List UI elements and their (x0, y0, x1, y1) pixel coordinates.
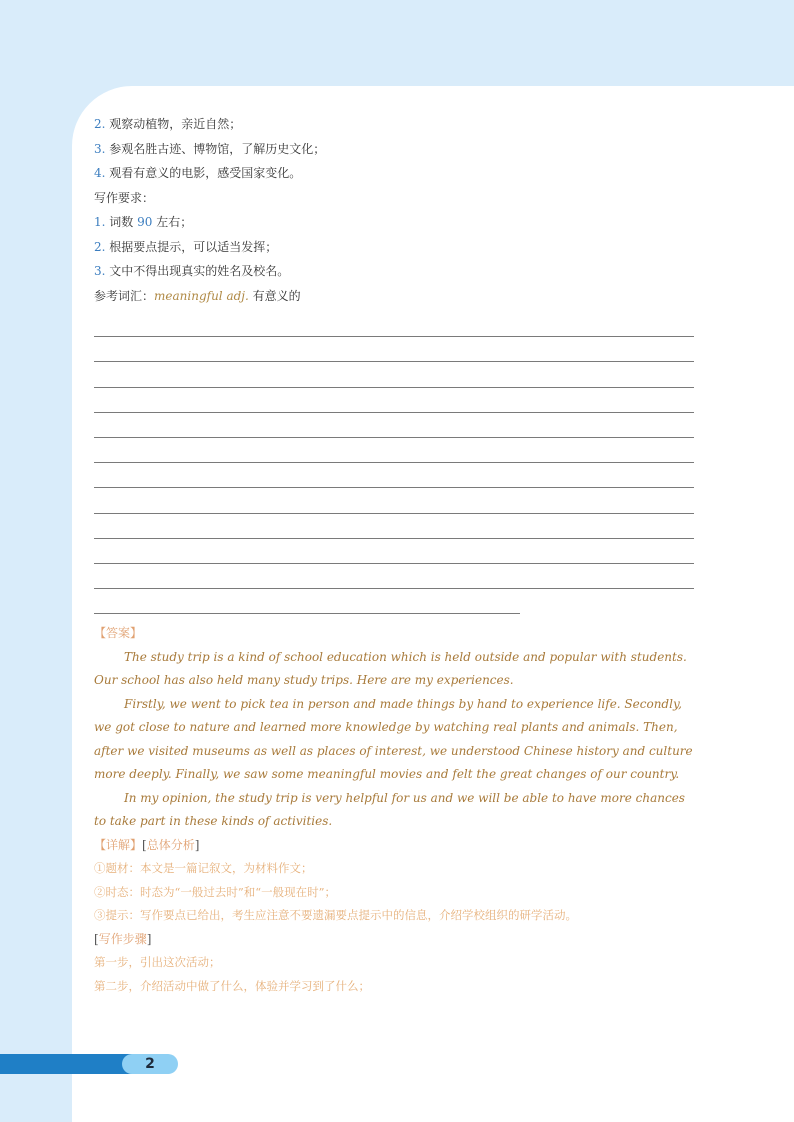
answer-paragraph: In my opinion, the study trip is very helpful for us and we will be able to have more chances to take part in these kinds of activities. (94, 790, 685, 829)
writing-rule: 3. 文中不得出现真实的姓名及校名。 (94, 264, 290, 278)
writing-rule: 2. 根据要点提示，可以适当发挥； (94, 239, 278, 254)
writing-rule-line (94, 312, 694, 337)
writing-rule-line (94, 413, 694, 438)
writing-rule-line (94, 539, 694, 564)
analysis-item: ③提示：写作要点已给出，考生应注意不要遗漏要点提示中的信息，介绍学校组织的研学活动。 (94, 908, 577, 923)
writing-requirements-title: 写作要求： (94, 190, 155, 205)
page-content (94, 112, 704, 998)
writing-rule-line (94, 337, 694, 362)
writing-rule-line (94, 564, 694, 589)
answer-tag: 【答案】 (94, 626, 143, 641)
requirement-line: 4. 观看有意义的电影，感受国家变化。 (94, 166, 302, 180)
writing-rule-line (94, 362, 694, 387)
detail-heading: 【详解】[总体分析] (94, 837, 200, 852)
answer-paragraph: Firstly, we went to pick tea in person and made things by hand to experience life. Secondly, we got close to nature and learned more knowledge by watching real plants and animals. Then, after we visited museums as well as places of interest, we understood Chinese history and culture more deeply. Finally, we saw some meaningful movies and felt the great changes of our country. (94, 696, 693, 782)
vocab-reference: 参考词汇：meaningful adj. 有意义的 (94, 288, 301, 303)
step-item: 第二步，介绍活动中做了什么，体验并学习到了什么； (94, 978, 370, 993)
analysis-item: ①题材：本文是一篇记叙文，为材料作文； (94, 861, 313, 876)
writing-rule-line (94, 463, 694, 488)
step-item: 第一步，引出这次活动； (94, 955, 221, 970)
writing-rule-line (94, 514, 694, 539)
analysis-item: ②时态：时态为“一般过去时”和“一般现在时”； (94, 884, 337, 899)
requirement-line: 2. 观察动植物，亲近自然； (94, 117, 242, 131)
writing-rule-line (94, 388, 694, 413)
steps-heading: [写作步骤] (94, 931, 152, 946)
writing-area[interactable] (94, 312, 704, 614)
writing-rule-line (94, 488, 694, 513)
requirement-line: 3. 参观名胜古迹、博物馆，了解历史文化； (94, 141, 326, 156)
writing-rule-line (94, 589, 520, 614)
page-number: 2 (122, 1054, 178, 1074)
writing-rule-line (94, 438, 694, 463)
answer-section (94, 622, 704, 998)
writing-rule: 1. 词数 90 左右； (94, 215, 193, 229)
answer-paragraph: The study trip is a kind of school education which is held outside and popular with students. Our school has also held many study trips. Here are my experiences. (94, 649, 687, 688)
